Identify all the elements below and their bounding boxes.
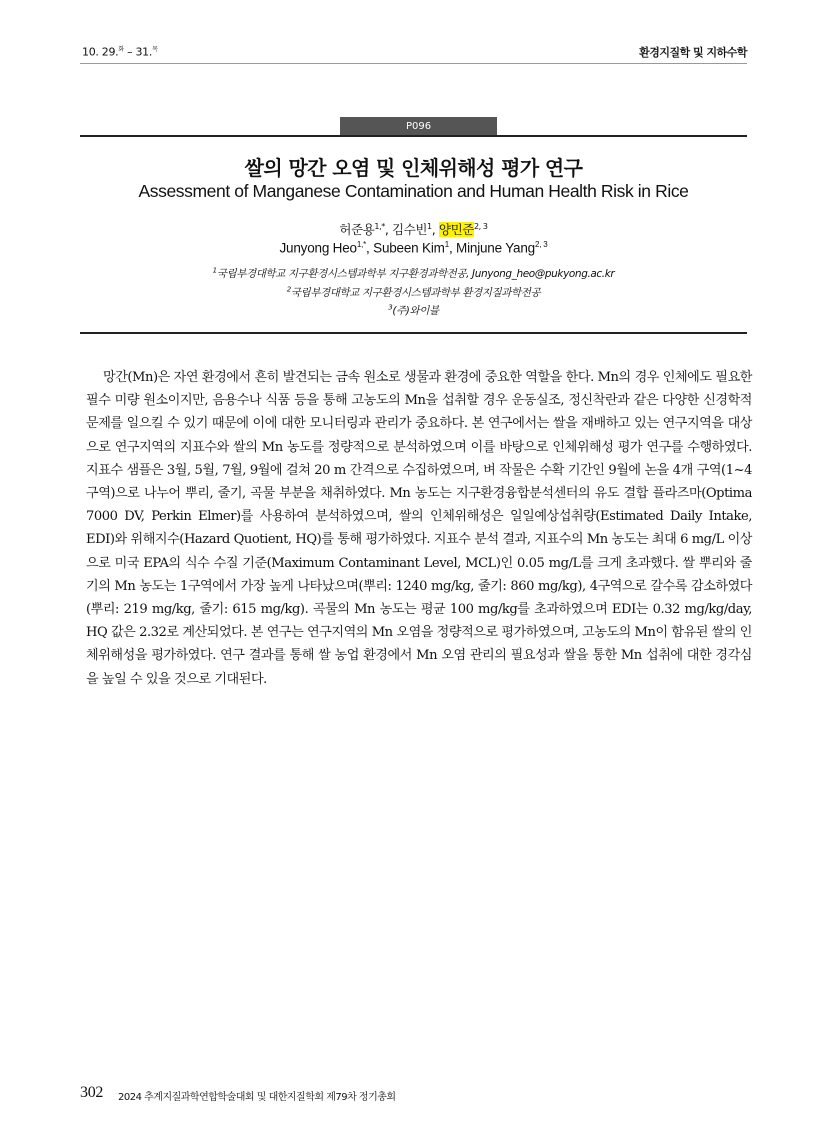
author-name: Subeen Kim [373, 240, 445, 256]
paper-title-english: Assessment of Manganese Contamination and Human Health Risk in Rice [138, 181, 689, 201]
section-title: 환경지질학 및 지하수학 [639, 46, 747, 59]
author-name: 허준용 [339, 222, 375, 237]
affiliation-2: $^2$국립부경대학교 지구환경시스템과학부 환경지질과학전공 [286, 285, 541, 299]
header-divider [80, 63, 747, 64]
page-number: 302 [80, 1084, 104, 1101]
authors-english: Junyong Heo$^{1,*}$, Subeen Kim$^1$, Minjune Yang$^{2, 3}$ [279, 240, 548, 256]
author-name: Junyong Heo [279, 240, 357, 256]
paper-title-korean: 쌀의 망간 오염 및 인체위해성 평가 연구 [244, 156, 583, 180]
author-name: Minjune Yang [456, 240, 535, 256]
author-name-highlighted: 양민준 [438, 222, 474, 237]
abstract-body: 망간(Mn)은 자연 환경에서 흔히 발견되는 금속 원소로 생물과 환경에 중요한 역할을 한다. Mn의 경우 인체에도 필요한 필수 미량 원소이지만, 음용수나 식품 등을 통해 고농도의 Mn을 섭취할 경우 운동실조, 정신착란과 같은 다양한 신경학적 문제를 일으킬 수 있기 때문에 이에 대한 모니터링과 관리가 중요하다. 본 연구에서는 쌀을 재배하고 있는 연구지역을 대상으로 연구지역의 지표수와 쌀의 Mn 농도를 정량적으로 분석하였으며 이를 바탕으로 인체위해성 평가 연구를 수행하였다. 지표수 샘플은 3월, 5월, 7월, 9월에 걸쳐 20 m 간격으로 수집하였으며, 벼 작물은 수확 기간인 9월에 논을 4개 구역(1~4구역)으로 나누어 뿌리, 줄기, 곡물 부분을 채취하였다. Mn 농도는 지구환경융합분석센터의 유도 결합 플라즈마(Optima 7000 DV, Perkin Elmer)를 사용하여 분석하였으며, 쌀의 인체위해성은 일일예상섭취량(Estimated Daily Intake, EDI)와 위해지수(Hazard Quotient, HQ)를 통해 평가하였다. 지표수 분석 결과, 지표수의 Mn 농도는 최대 6 mg/L 이상으로 미국 EPA의 식수 수질 기준(Maximum Contaminant Level, MCL)인 0.05 mg/L를 크게 초과했다. 쌀 뿌리와 줄기의 Mn 농도는 1구역에서 가장 높게 나타났으며(뿌리: 1240 mg/kg, 줄기: 860 mg/kg), 4구역으로 갈수록 감소하였다(뿌리: 219 mg/kg, 줄기: 615 mg/kg). 곡물의 Mn 농도는 평균 100 mg/kg를 초과하였으며 EDI는 0.32 mg/kg/day, HQ 값은 2.32로 계산되었다. 본 연구는 연구지역의 Mn 오염을 정량적으로 평가하였으며, 고농도의 Mn이 함유된 쌀의 인체위해성을 평가하였다. 연구 결과를 통해 쌀 농업 환경에서 Mn 오염 관리의 필요성과 쌀을 통한 Mn 섭취에 대한 경각심을 높일 수 있을 것으로 기대된다. [86, 370, 752, 687]
authors-korean: 허준용$^{1,*}$, 김수빈$^1$, 양민준$^{2, 3}$ [339, 221, 488, 237]
affiliation-1: $^1$국립부경대학교 지구환경시스템과학부 지구환경과학전공, Junyong_heo@pukyong.ac.kr [212, 266, 615, 280]
conference-dates: 10. 29.$^화$ – 31.$^목$ [82, 45, 158, 59]
footer-event-title: 2024 추계지질과학연합학술대회 및 대한지질학회 제79차 정기총회 [118, 1092, 396, 1103]
author-name: 김수빈 [392, 222, 428, 237]
presentation-code-badge: P096 [340, 117, 497, 136]
title-top-rule [80, 135, 747, 137]
affiliation-3: $^3$(주)와이블 [388, 303, 439, 317]
title-bottom-rule [80, 332, 747, 334]
